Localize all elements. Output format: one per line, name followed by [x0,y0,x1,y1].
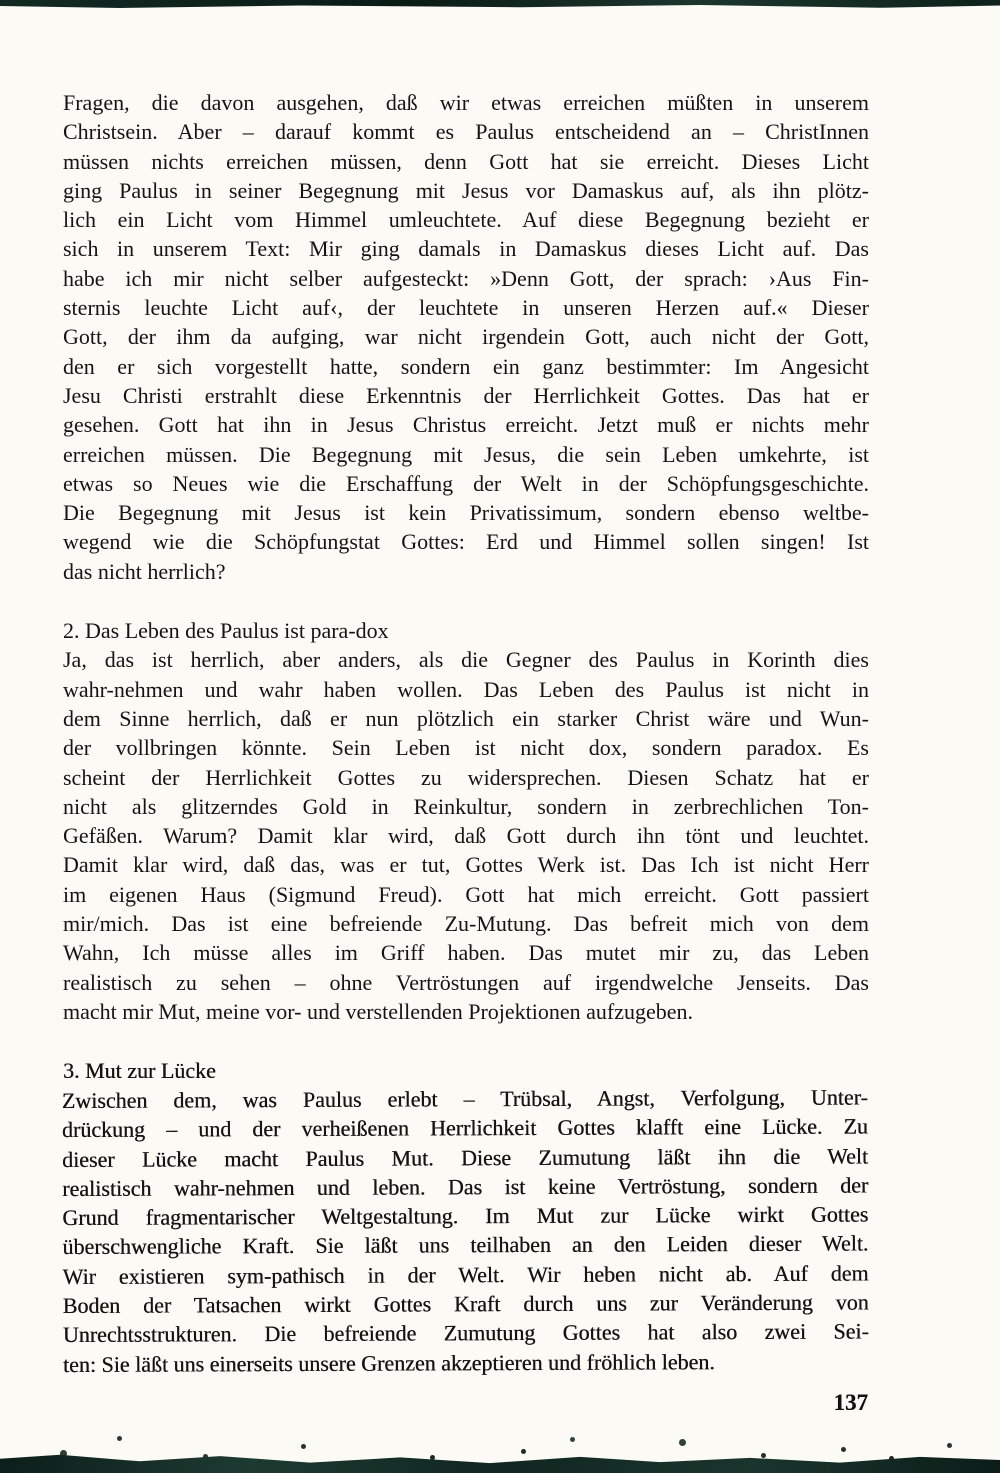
text-line: dem Sinne herrlich, daß er nun plötzlich ein starker Christ wäre und Wun- [63,705,869,731]
page-text [63,88,869,1378]
text-line: das nicht herrlich? [63,558,226,584]
text-line: Zwischen dem, was Paulus erlebt – Trübsal, Angst, Verfolgung, Unter- [61,1083,868,1113]
section-heading: 2. Das Leben des Paulus ist para-dox [63,618,389,644]
text-line: müssen nichts erreichen müssen, denn Gott hat sie erreicht. Dieses Licht [63,148,869,174]
text-line: Die Begegnung mit Jesus ist kein Privatissimum, sondern ebenso weltbe- [63,500,869,526]
text-line: Boden der Tatsachen wirkt Gottes Kraft durch uns zur Veränderung von [62,1289,869,1318]
text-line: Damit klar wird, daß das, was er tut, Gottes Werk ist. Das Ich ist nicht Herr [63,852,869,878]
text-line: Unrechtsstrukturen. Die befreiende Zumutung Gottes hat also zwei Sei- [62,1318,869,1347]
text-line: den er sich vorgestellt hatte, sondern ein ganz bestimmter: Im Angesicht [63,353,869,379]
text-line: habe ich mir nicht selber aufgesteckt: »Denn Gott, der sprach: ›Aus Fin- [63,265,869,291]
text-line: wahr-nehmen und wahr haben wollen. Das Leben des Paulus ist nicht in [63,676,869,702]
text-line: lich ein Licht vom Himmel umleuchtete. Auf diese Begegnung bezieht er [63,207,869,233]
paragraph [63,645,869,1026]
text-line: erreichen müssen. Die Begegnung mit Jesus, die sein Leben umkehrte, ist [63,441,869,467]
text-line: realistisch zu sehen – ohne Vertröstungen auf irgendwelche Jenseits. Das [63,969,869,995]
text-line: drückung – und der verheißenen Herrlichkeit Gottes klafft eine Lücke. Zu [61,1113,868,1142]
scan-edge-top [0,0,1000,10]
text-line: Wahn, Ich müsse alles im Griff haben. Das mutet mir zu, das Leben [63,940,869,966]
text-line: realistisch wahr-nehmen und leben. Das ist keine Vertröstung, sondern der [62,1171,869,1201]
text-line: nicht als glitzerndes Gold in Reinkultur, sondern in zerbrechlichen Ton- [63,793,869,819]
text-line: dieser Lücke macht Paulus Mut. Diese Zumutung läßt ihn die Welt [61,1142,869,1172]
scan-edge-bottom [0,1447,1000,1473]
text-line: Christsein. Aber – darauf kommt es Paulus entscheidend an – ChristInnen [63,119,869,145]
text-line: sternis leuchte Licht auf‹, der leuchtete in unseren Herzen auf.« Dieser [63,295,869,321]
text-line: Gott, der ihm da aufging, war nicht irgendein Gott, auch nicht der Gott, [63,324,869,350]
text-line: Gefäßen. Warum? Damit klar wird, daß Gott durch ihn tönt und leuchtet. [63,823,869,849]
text-line: Grund fragmentarischer Weltgestaltung. Im Mut zur Lücke wirkt Gottes [62,1201,869,1230]
text-line: ten: Sie läßt uns einerseits unsere Grenzen akzeptieren und fröhlich leben. [62,1348,715,1377]
text-line: ging Paulus in seiner Begegnung mit Jesus vor Damaskus auf, als ihn plötz- [63,177,869,203]
text-line: Jesu Christi erstrahlt diese Erkenntnis der Herrlichkeit Gottes. Das hat er [63,382,869,408]
text-line: Fragen, die davon ausgehen, daß wir etwas erreichen müßten in unserem [63,90,869,115]
scan-noise-specks [0,0,3,3]
text-line: wegend wie die Schöpfungstat Gottes: Erd und Himmel sollen singen! Ist [63,529,869,555]
text-line: scheint der Herrlichkeit Gottes zu widersprechen. Diesen Schatz hat er [63,764,869,790]
text-line: etwas so Neues wie die Erschaffung der Welt in der Schöpfungsgeschichte. [63,470,869,496]
text-line: mir/mich. Das ist eine befreiende Zu-Mutung. Das befreit mich von dem [63,911,869,937]
text-line: gesehen. Gott hat ihn in Jesus Christus erreicht. Jetzt muß er nichts mehr [63,412,869,438]
section-heading: 3. Mut zur Lücke [63,1058,216,1084]
paragraph [62,1082,869,1378]
text-line: Ja, das ist herrlich, aber anders, als die Gegner des Paulus in Korinth dies [63,647,869,673]
text-line: macht mir Mut, meine vor- und verstellenden Projektionen aufzugeben. [63,998,694,1024]
page-number: 137 [833,1390,868,1415]
text-line: Wir existieren sym-pathisch in der Welt. Wir heben nicht ab. Auf dem [62,1259,869,1289]
text-line: im eigenen Haus (Sigmund Freud). Gott hat mich erreicht. Gott passiert [63,881,869,907]
text-line: der vollbringen könnte. Sein Leben ist nicht dox, sondern paradox. Es [63,735,869,761]
text-line: sich in unserem Text: Mir ging damals in Damaskus dieses Licht auf. Das [63,236,869,262]
text-line: überschwengliche Kraft. Sie läßt uns teilhaben an den Leiden dieser Welt. [62,1230,869,1259]
paragraph [63,88,869,586]
